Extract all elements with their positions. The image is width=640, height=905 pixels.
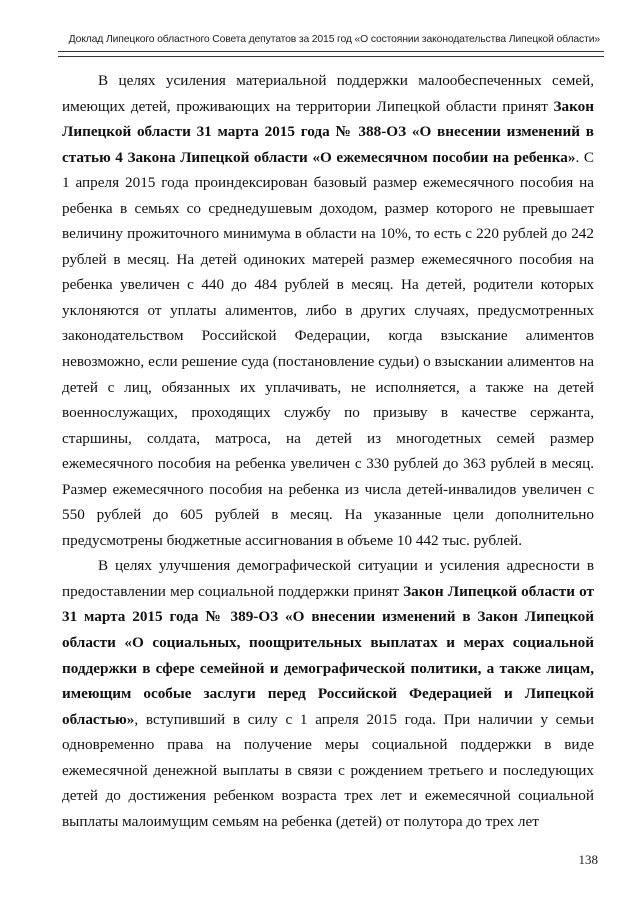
paragraph-text: В целях усиления материальной поддержки малообеспеченных семей, имеющих детей, проживающих на территории Липецкой области принят [62, 72, 594, 115]
page-number: 138 [578, 852, 598, 867]
header-rule [58, 51, 604, 57]
law-title-bold: Закон Липецкой области 31 марта 2015 года № 388-ОЗ «О внесении изменений в статью 4 Закона Липецкой области «О ежемесячном пособии на ребенка» [62, 97, 594, 166]
paragraph-law-389 [62, 553, 594, 834]
paragraph-text: . С 1 апреля 2015 года проиндексирован базовый размер ежемесячного пособия на ребенка в семьях со среднедушевым доходом, размер которого не превышает величину прожиточного минимума в области на 10%, то есть с 220 рублей до 242 рублей в месяц. На детей одиноких матерей размер ежемесячного пособия на ребенка увеличен с 440 до 484 рублей в месяц. На детей, родители которых уклоняются от уплаты алиментов, либо в других случаях, предусмотренных законодательством Российской Федерации, когда взыскание алиментов невозможно, если решение суда (постановление судьи) о взыскании алиментов на детей с лиц, обязанных их уплачивать, не исполняется, а также на детей военнослужащих, проходящих службу по призыву в качестве сержанта, старшины, солдата, матроса, на детей из многодетных семей размер ежемесячного пособия на ребенка увеличен с 330 рублей до 363 рублей в месяц. Размер ежемесячного пособия на ребенка из числа детей-инвалидов увеличен с 550 рублей до 605 рублей в месяц. На указанные цели дополнительно предусмотрены бюджетные ассигнования в объеме 10 442 тыс. рублей. [62, 148, 594, 549]
document-body [62, 68, 594, 834]
paragraph-text: , вступивший в силу с 1 апреля 2015 года. При наличии у семьи одновременно права на получение меры социальной поддержки в виде ежемесячной денежной выплаты в связи с рождением третьего и последующих детей до достижения ребенком возраста трех лет и ежемесячной социальной выплаты малоимущим семьям на ребенка (детей) от полутора до трех лет [62, 710, 594, 830]
law-title-bold: Закон Липецкой области от 31 марта 2015 года № 389-ОЗ «О внесении изменений в Закон Липецкой области «О социальных, поощрительных выплатах и мерах социальной поддержки в сфере семейной и демографической политики, а также лицам, имеющим особые заслуги перед Российской Федерацией и Липецкой областью» [62, 582, 594, 728]
paragraph-text: В целях улучшения демографической ситуации и усиления адресности в предоставлении мер социальной поддержки принят [62, 557, 594, 600]
document-header: Доклад Липецкого областного Совета депутатов за 2015 год «О состоянии законодательства Липецкой области» [68, 34, 600, 45]
paragraph-law-388 [62, 68, 594, 553]
